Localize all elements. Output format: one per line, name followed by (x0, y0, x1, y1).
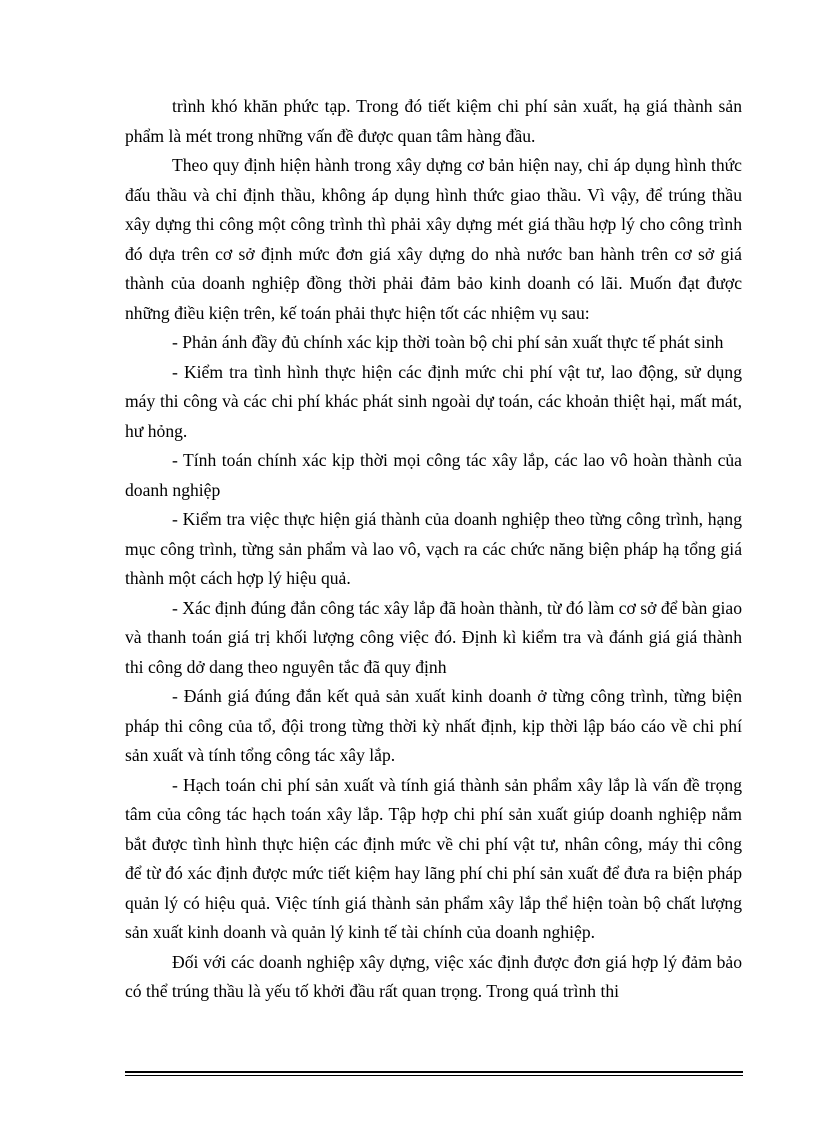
paragraph: - Xác định đúng đắn công tác xây lắp đã hoàn thành, từ đó làm cơ sở để bàn giao và thanh toán giá trị khối lượng công việc đó. Định kì kiểm tra và đánh giá giá thành thi công dở dang theo nguyên tắc đã quy định (125, 597, 742, 677)
paragraph: - Hạch toán chi phí sản xuất và tính giá thành sản phẩm xây lắp là vấn đề trọng tâm của công tác hạch toán xây lắp. Tập hợp chi phí sản xuất giúp doanh nghiệp nắm bắt được tình hình thực hiện các định mức về chi phí vật tư, nhân công, máy thi công để từ đó xác định được mức tiết kiệm hay lãng phí chi phí sản xuất để đưa ra biện pháp quản lý có hiệu quả. Việc tính giá thành sản phẩm xây lắp thể hiện toàn bộ chất lượng sản xuất kinh doanh và quản lý kinh tế tài chính của doanh nghiệp. (125, 774, 742, 942)
paragraph: - Kiểm tra việc thực hiện giá thành của doanh nghiệp theo từng công trình, hạng mục công trình, từng sản phẩm và lao vô, vạch ra các chức năng biện pháp hạ tổng giá thành một cách hợp lý hiệu quả. (125, 509, 742, 588)
paragraph: trình khó khăn phức tạp. Trong đó tiết kiệm chi phí sản xuất, hạ giá thành sản phẩm là mét trong những vấn đề được quan tâm hàng đầu. (125, 96, 742, 146)
paragraph: - Tính toán chính xác kịp thời mọi công tác xây lắp, các lao vô hoàn thành của doanh nghiệp (125, 450, 742, 500)
paragraph: Theo quy định hiện hành trong xây dựng cơ bản hiện nay, chỉ áp dụng hình thức đấu thầu và chỉ định thầu, không áp dụng hình thức giao thầu. Vì vậy, để trúng thầu xây dựng thi công một công trình thì phải xây dựng mét giá thầu hợp lý cho công trình đó dựa trên cơ sở định mức đơn giá xây dựng do nhà nước ban hành trên cơ sở giá thành của doanh nghiệp đồng thời phải đảm bảo kinh doanh có lãi. Muốn đạt được những điều kiện trên, kế toán phải thực hiện tốt các nhiệm vụ sau: (125, 155, 742, 323)
body-text (125, 92, 742, 1007)
paragraph: - Kiểm tra tình hình thực hiện các định mức chi phí vật tư, lao động, sử dụng máy thi công và các chi phí khác phát sinh ngoài dự toán, các khoản thiệt hại, mất mát, hư hỏng. (125, 361, 742, 441)
footer-divider (125, 1071, 743, 1076)
paragraph: - Phản ánh đầy đủ chính xác kịp thời toàn bộ chi phí sản xuất thực tế phát sinh (172, 332, 724, 352)
paragraph: - Đánh giá đúng đắn kết quả sản xuất kinh doanh ở từng công trình, từng biện pháp thi công của tổ, đội trong từng thời kỳ nhất định, kịp thời lập báo cáo về chi phí sản xuất và tính tổng công tác xây lắp. (125, 686, 742, 765)
paragraph: Đối với các doanh nghiệp xây dựng, việc xác định được đơn giá hợp lý đảm bảo có thể trúng thầu là yếu tố khởi đầu rất quan trọng. Trong quá trình thi (125, 951, 742, 1001)
